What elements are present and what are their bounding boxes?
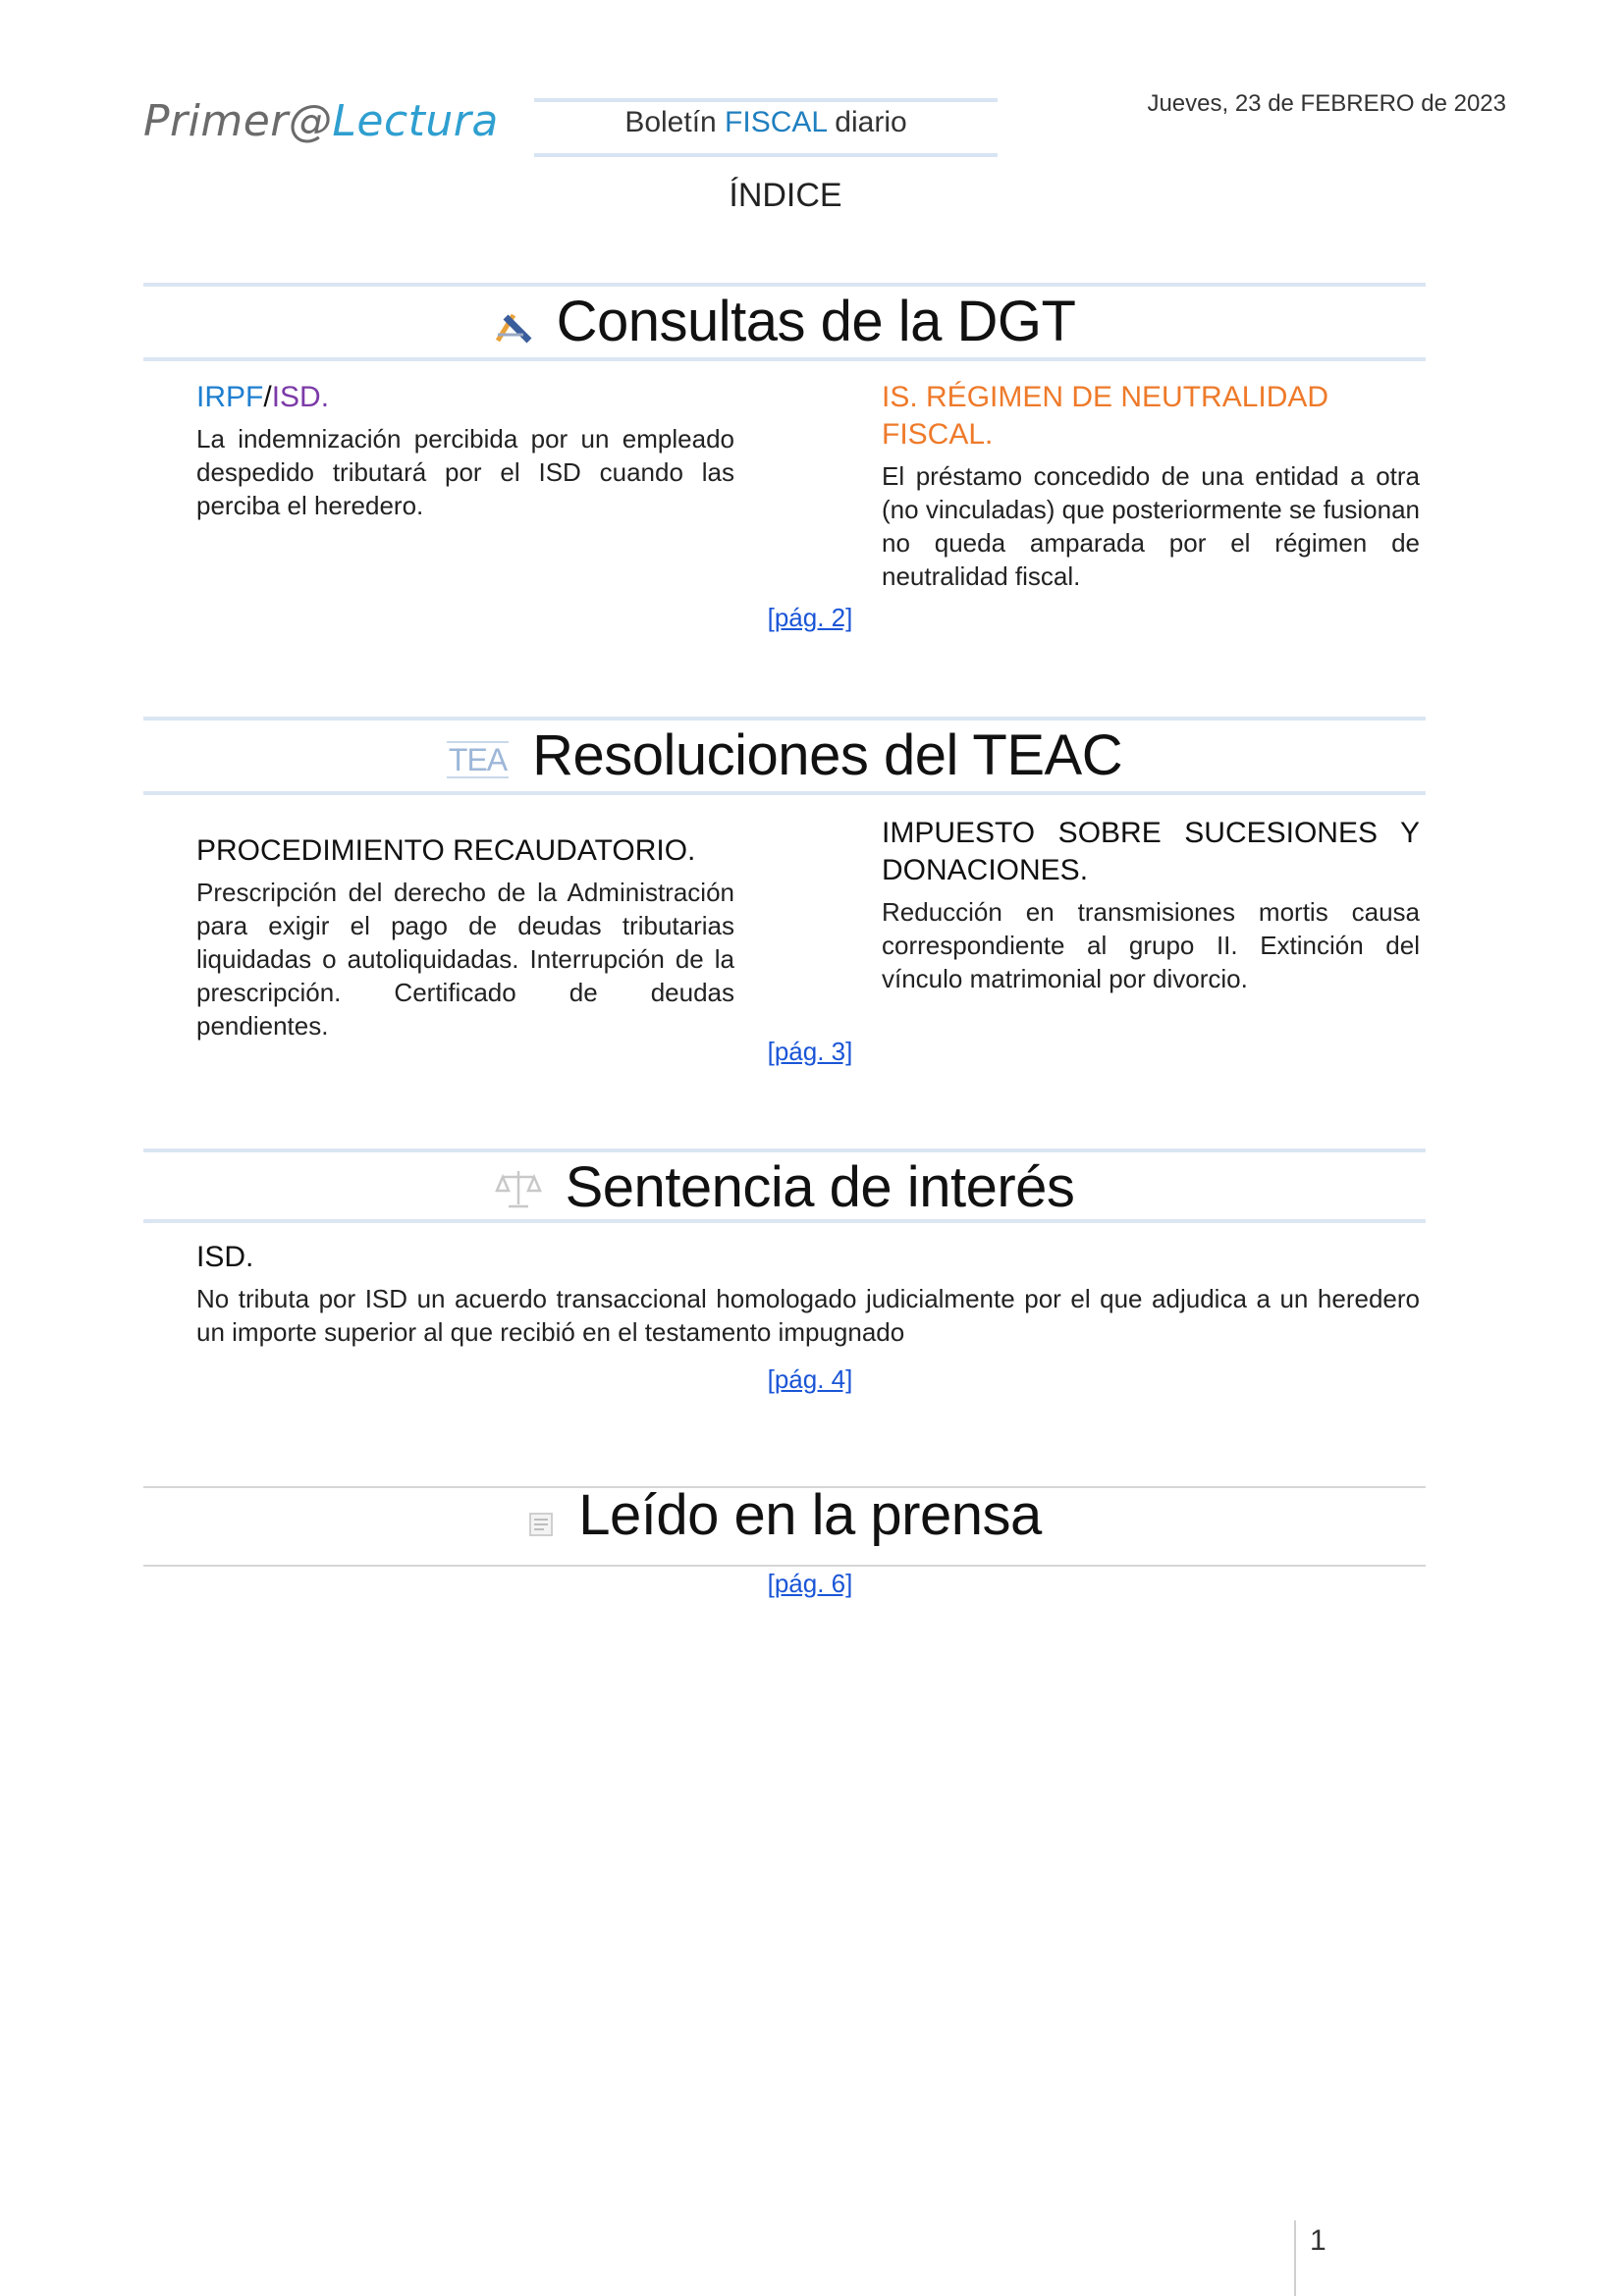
- dgt-right-summary: El préstamo concedido de una entidad a otra (no vinculadas) que posteriormente se fusionan no queda amparada por el régimen de neutralidad fiscal.: [882, 461, 1420, 591]
- page-link-prensa[interactable]: [pág. 6]: [767, 1569, 853, 1598]
- sentencia-summary: No tributa por ISD un acuerdo transaccional homologado judicialmente por el que adjudica a un heredero un importe superior al que recibió en el testamento impugnado: [196, 1284, 1420, 1347]
- section-title-dgt: [143, 289, 1426, 358]
- section-title-text: Consultas de la DGT: [556, 290, 1076, 353]
- heading-isd: ISD.: [271, 381, 330, 413]
- section-divider-bottom: [143, 1219, 1426, 1223]
- section-title-sentencia: [143, 1154, 1426, 1224]
- agency-logo-icon: [494, 293, 533, 358]
- footer-divider: [1294, 2220, 1296, 2296]
- logo-part-1: Primer@: [143, 96, 333, 146]
- section-divider-bottom: [143, 791, 1426, 795]
- bulletin-prefix: Boletín: [624, 106, 726, 138]
- teac-left-summary: Prescripción del derecho de la Administración para exigir el pago de deudas tributarias liquidadas o autoliquidadas. Interrupción de la prescripción. Certificado de deudas pendientes.: [196, 878, 734, 1041]
- section-divider-top: [143, 1148, 1426, 1152]
- section-title-teac: [143, 722, 1426, 788]
- teac-right-summary: Reducción en transmisiones mortis causa correspondiente al grupo II. Extinción del vínculo matrimonial por divorcio.: [882, 897, 1420, 993]
- section-title-prensa: [143, 1482, 1426, 1552]
- heading-irpf: IRPF: [196, 381, 264, 413]
- page-link-sentencia[interactable]: [pág. 4]: [767, 1364, 853, 1394]
- bulletin-accent: FISCAL: [725, 106, 827, 138]
- teac-right-item: [882, 815, 1420, 995]
- heading-separator: /: [263, 381, 272, 413]
- sentencia-heading: ISD.: [196, 1241, 254, 1273]
- section-divider-top: [143, 717, 1426, 721]
- sentencia-item: [196, 1239, 1420, 1349]
- index-title: ÍNDICE: [729, 177, 842, 214]
- bulletin-suffix: diario: [826, 106, 907, 138]
- scales-icon: [495, 1158, 542, 1224]
- dgt-left-heading: [196, 379, 734, 416]
- teac-left-heading: PROCEDIMIENTO RECAUDATORIO.: [196, 834, 696, 867]
- page-link-teac[interactable]: [pág. 3]: [767, 1037, 853, 1066]
- brand-logo: [143, 96, 499, 146]
- issue-date: Jueves, 23 de FEBRERO de 2023: [1147, 90, 1506, 117]
- dgt-right-item: [882, 379, 1420, 593]
- dgt-left-item: [196, 379, 734, 522]
- page-number: 1: [1310, 2224, 1326, 2257]
- section-title-text: Resoluciones del TEAC: [532, 723, 1123, 787]
- teac-left-item: [196, 832, 734, 1042]
- section-divider-bottom: [143, 1565, 1426, 1567]
- logo-part-2: Lectura: [332, 96, 499, 146]
- page-link-dgt[interactable]: [pág. 2]: [767, 603, 853, 632]
- teac-right-heading: IMPUESTO SOBRE SUCESIONES Y DONACIONES.: [882, 817, 1420, 886]
- dgt-left-summary: La indemnización percibida por un empleado despedido tributará por el ISD cuando las perciba el heredero.: [196, 424, 734, 520]
- section-title-text: Sentencia de interés: [565, 1155, 1075, 1219]
- newspaper-icon: [527, 1486, 555, 1552]
- dgt-right-heading: IS. RÉGIMEN DE NEUTRALIDAD FISCAL.: [882, 381, 1329, 451]
- section-divider-top: [143, 283, 1426, 287]
- section-divider-bottom: [143, 357, 1426, 361]
- tea-logo-icon: TEA: [448, 741, 508, 777]
- bulletin-title: [534, 106, 998, 139]
- section-title-text: Leído en la prensa: [578, 1483, 1042, 1547]
